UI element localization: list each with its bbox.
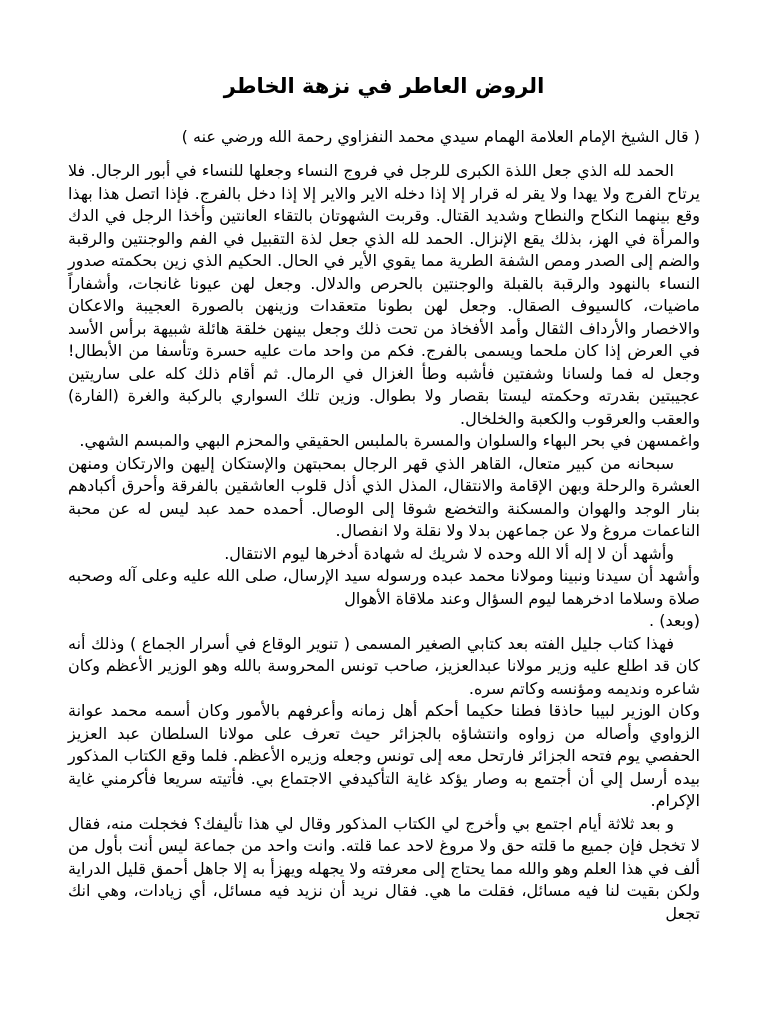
paragraph: (وبعد) .	[649, 611, 700, 630]
paragraph: الحمد لله الذي جعل اللذة الكبرى للرجل في فروج النساء وجعلها للنساء في أبور الرجال. فلا يرتاح الفرج ولا يهدا ولا يقر له قرار إلا إذا دخله الاير والاير إلا إذا دخل بالفرج. فإذا اتصل هذا بهذا وقع بينهما النكاح والنطاح وشديد القتال. وقربت الشهوتان بالتقاء العانتين وأخذا الرجل في الدك والمرأة في الهز، بذلك يقع الإنزال. الحمد لله الذي جعل لذة التقبيل في الفم والوجنتين والرقبة والضم إلى الصدر ومص الشفة الطرية مما يقوي الأير في الحال. الحكيم الذي زين بحكمته صدور النساء بالنهود والرقبة بالقبلة والوجنتين بالحرص والدلال. وجعل لهن عيونا غانجات، وأشفاراً ماضيات، كالسيوف الصقال. وجعل لهن بطونا متعقدات وزينهن بالصورة العجيبة والاعكان والاخصار والأرداف الثقال وأمد الأفخاذ من تحت ذلك وجعل بينهن خلقة هائلة شبيهة برأس الأسد في العرض إذا كان ملحما ويسمى بالفرج. فكم من واحد مات عليه حسرة وتأسفا من الأبطال! وجعل له فما ولسانا وشفتين فأشبه وطأ الغزال في الرمال. ثم أقام ذلك كله على ساريتين عجيبتين بقدرته وحكمته ليستا بقصار ولا بطوال. وزين تلك السواري بالركبة والغرة (الفارة) والعقب والعرقوب والكعبة والخلخال.	[68, 161, 700, 428]
document-title: الروض العاطر في نزهة الخاطر	[223, 74, 545, 98]
paragraph: واغمسهن في بحر البهاء والسلوان والمسرة بالملبس الحقيقي والمحزم البهي والمبسم الشهي.	[79, 431, 700, 450]
paragraph: سبحانه من كبير متعال، القاهر الذي قهر الرجال بمحبتهن والإستكان إليهن والارتكان ومنهن العشرة والرحلة وبهن الإقامة والانتقال، المذل الذي أذل قلوب العاشقين بالفرقة وأحرق أكبادهم بنار الوجد والهوان والمسكنة والتخضع شوقا إلى الوصال. أحمده حمد عبد ليس له عن محبة الناعمات مروغ ولا عن جماعهن بدلا ولا نقلة ولا انفصال.	[68, 453, 700, 540]
paragraph: وأشهد أن لا إله ألا الله وحده لا شريك له شهادة أدخرها ليوم الانتقال.	[224, 543, 674, 563]
paragraph: وأشهد أن سيدنا ونبينا ومولانا محمد عبده ورسوله سيد الإرسال، صلى الله عليه وعلى آله وصحبه صلاة وسلاما ادخرهما ليوم السؤال وعند ملاقاة الأهوال	[68, 566, 700, 608]
paragraph: و بعد ثلاثة أيام اجتمع بي وأخرج لي الكتاب المذكور وقال لي هذا تأليفك؟ فخجلت منه، فقال لا تخجل فإن جميع ما قلته حق ولا مروغ لاحد عما قلته. وانت واحد من جماعة ليس أنت بأول من ألف في هذا العلم وهو والله مما يحتاج إلى معرفته ولا يجهله ويهزأ به إلا جاهل أحمق قليل الدراية ولكن بقيت لنا فيه مسائل، فقلت ما هي. فقال نريد أن نزيد فيه مسائل، أي زيادات، وهي انك تجعل	[68, 813, 700, 923]
paragraph: وكان الوزير لبيبا حاذقا فطنا حكيما أحكم أهل زمانه وأعرفهم بالأمور وكان أسمه محمد عوانة الزواوي وأصاله من زواوه وانتشاؤه بالجزائر حيث تعرف على مولانا السلطان عبد العزيز الحفصي يوم فتحه الجزائر فارتحل معه إلى تونس وجعله وزيره الأعظم. فلما وقع الكتاب المذكور بيده أرسل إلي أن أجتمع به وصار يؤكد غاية التأكيدفي الاجتماع بي. فأتيته سريعا فأكرمني غاية الإكرام.	[68, 701, 700, 810]
paragraph: فهذا كتاب جليل الفته بعد كتابي الصغير المسمى ( تنوير الوقاع في أسرار الجماع ) وذلك أنه كان قد اطلع عليه وزير مولانا عبدالعزيز، صاحب تونس المحروسة بالله وهو الوزير الأعظم وكان شاعره ونديمه ومؤنسه وكاتم سره.	[68, 633, 700, 698]
document-intro: ( قال الشيخ الإمام العلامة الهمام سيدي محمد النفزاوي رحمة الله ورضي عنه )	[181, 127, 700, 146]
